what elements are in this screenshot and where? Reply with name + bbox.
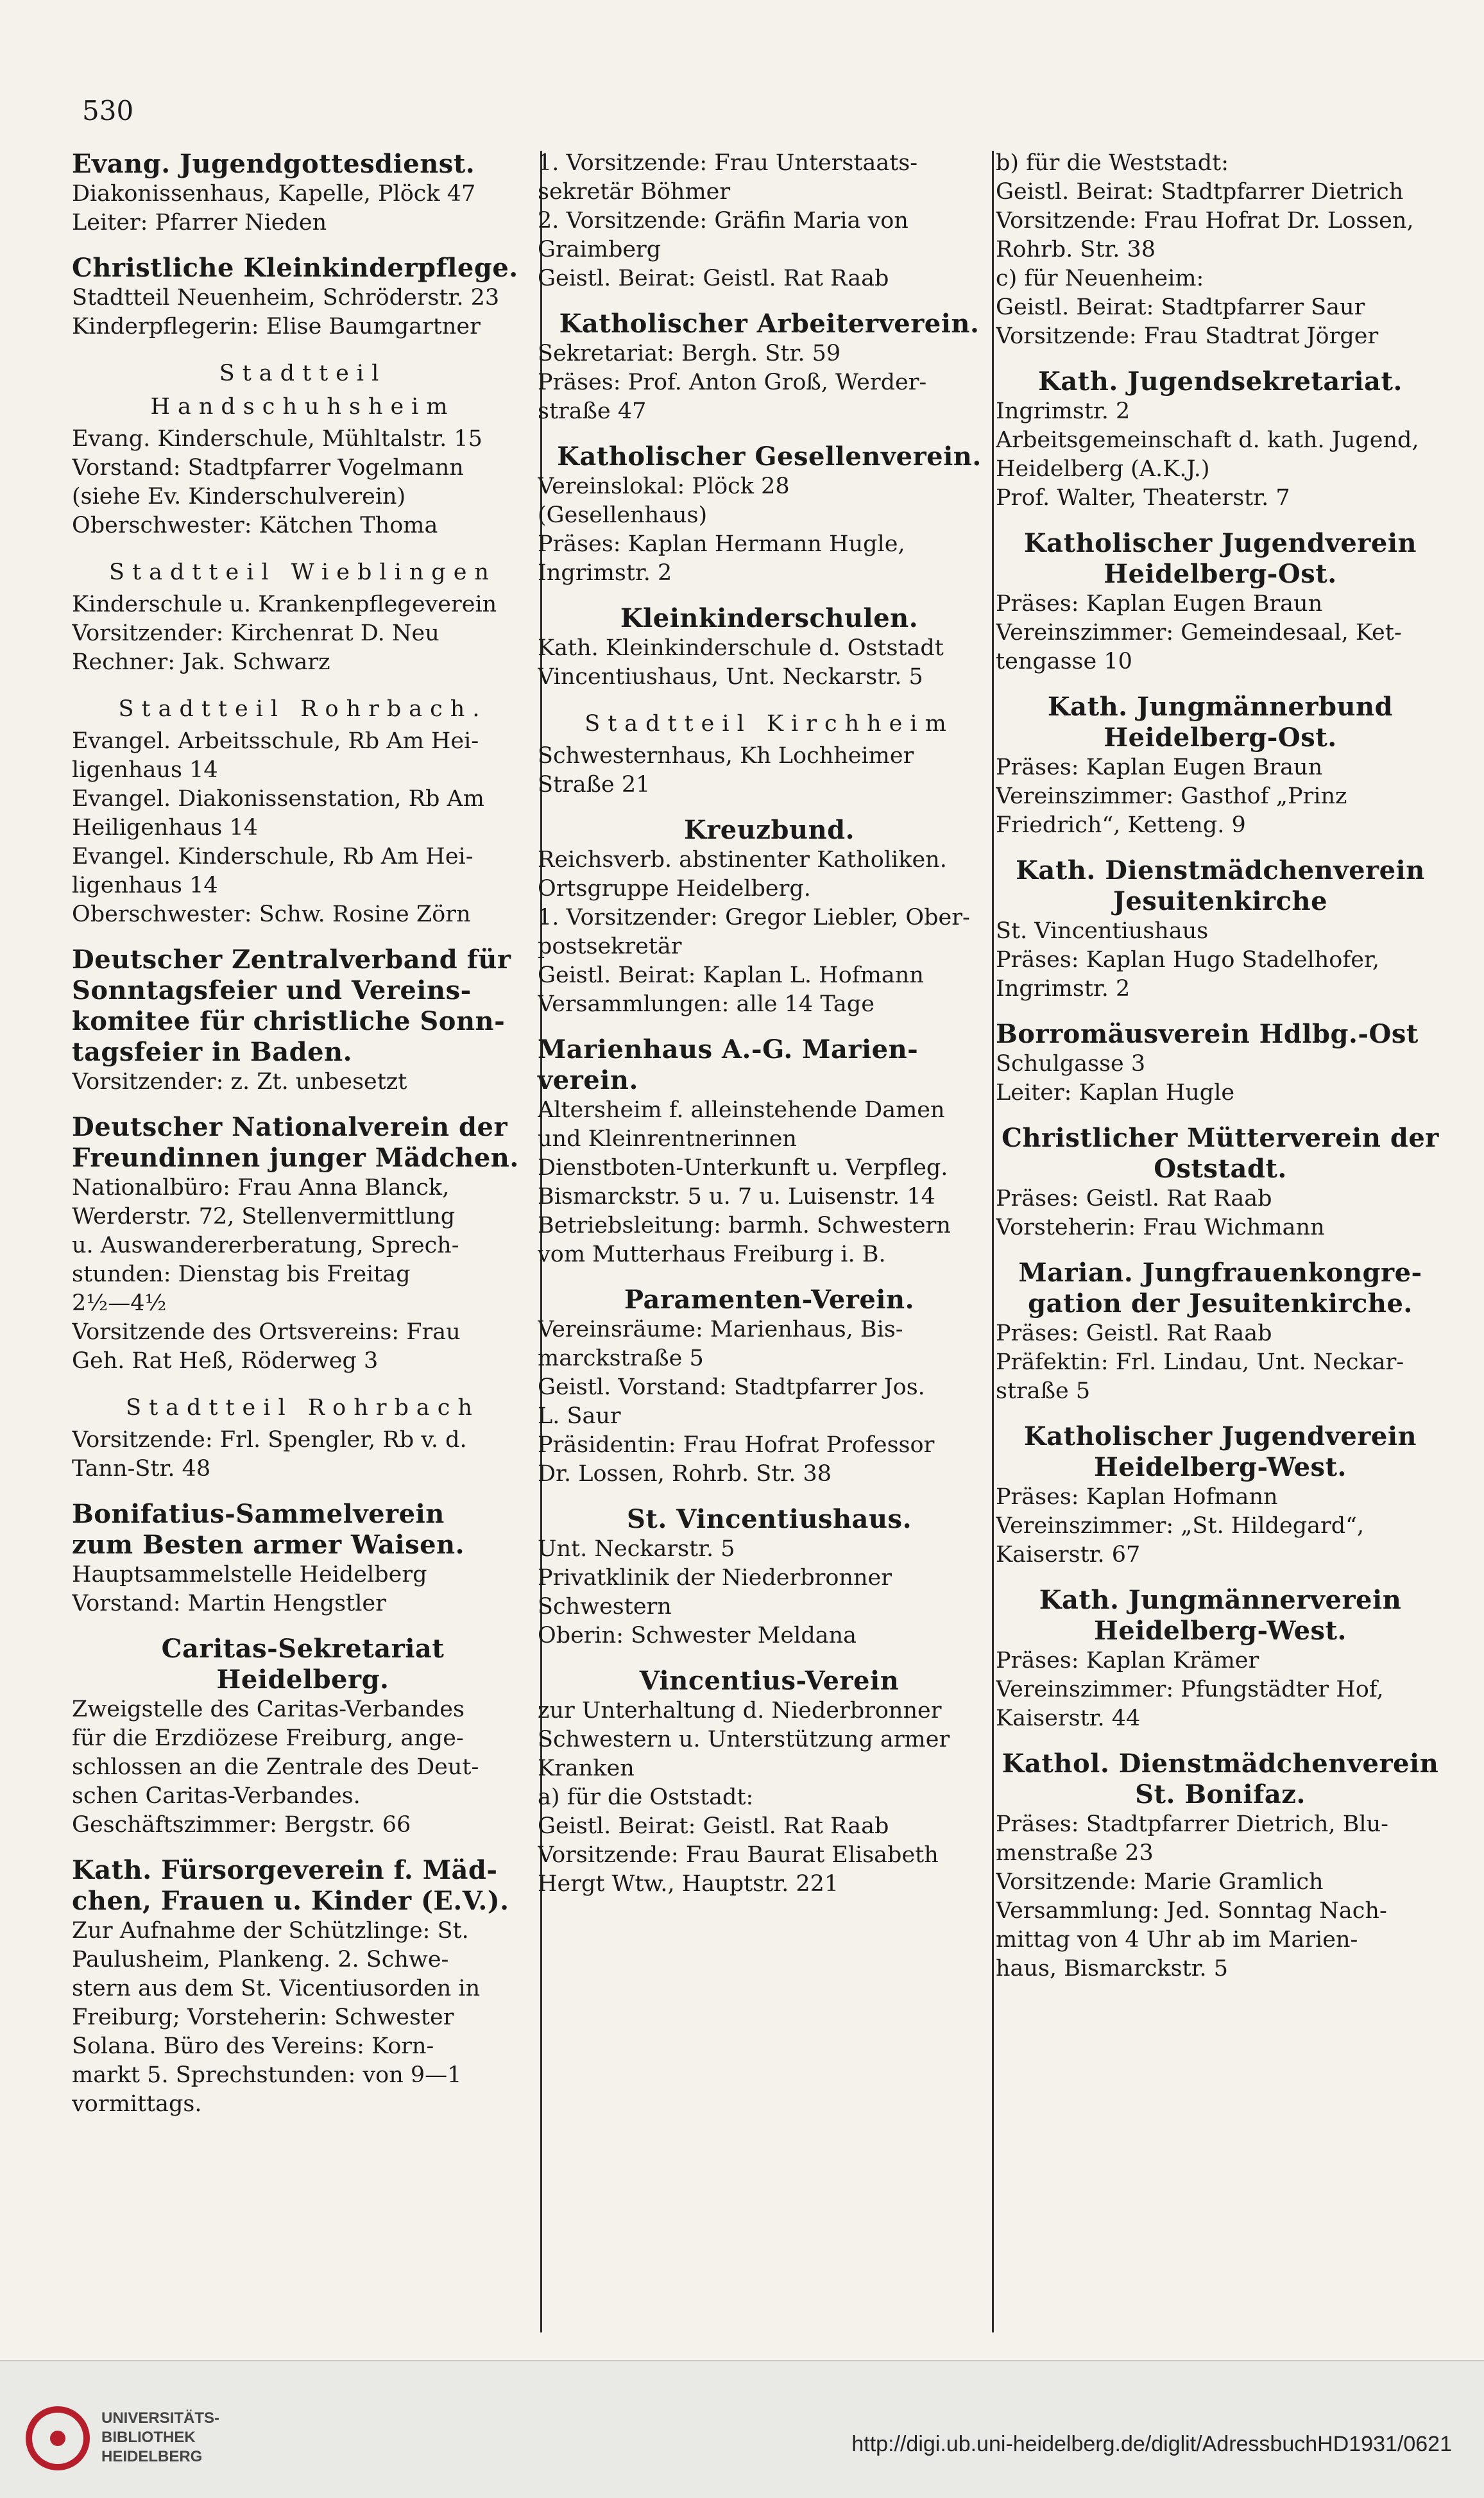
- entry-line: Schwestern u. Unterstützung armer: [538, 1727, 950, 1752]
- entry-line: Diakonissenhaus, Kapelle, Plöck 47: [72, 181, 476, 207]
- entry-heading: Katholischer Jugendverein: [1023, 528, 1417, 558]
- entry-heading: gation der Jesuitenkirche.: [1028, 1288, 1413, 1319]
- entry-line: Präses: Kaplan Hugo Stadelhofer,: [996, 947, 1380, 973]
- entry-line: Präses: Kaplan Krämer: [996, 1648, 1259, 1673]
- entry-heading: Katholischer Arbeiterverein.: [559, 309, 980, 339]
- entry-heading: Sonntagsfeier und Vereins-: [72, 975, 472, 1005]
- directory-entry: [538, 1504, 1001, 1650]
- entry-line: Graimberg: [538, 237, 661, 262]
- entry-heading: Marienhaus A.-G. Marien-: [538, 1034, 919, 1065]
- directory-entry: [538, 815, 1001, 1019]
- entry-heading: Deutscher Nationalverein der: [72, 1112, 508, 1142]
- entry-line: b) für die Weststadt:: [996, 150, 1229, 176]
- entry-line: Kranken: [538, 1756, 635, 1781]
- directory-entry: [996, 1258, 1445, 1406]
- entry-line: marckstraße 5: [538, 1346, 704, 1371]
- entry-line: c) für Neuenheim:: [996, 266, 1204, 291]
- entry-line: Zweigstelle des Caritas-Verbandes: [72, 1697, 465, 1722]
- directory-entry: [996, 1421, 1445, 1570]
- entry-line: a) für die Oststadt:: [538, 1784, 754, 1810]
- entry-line: Geistl. Vorstand: Stadtpfarrer Jos.: [538, 1374, 925, 1400]
- directory-entry: [72, 1499, 534, 1618]
- entry-heading: Oststadt.: [1154, 1154, 1287, 1184]
- entry-line: schlossen an die Zentrale des Deut-: [72, 1754, 479, 1780]
- directory-entry: [996, 528, 1445, 676]
- directory-entry: [996, 1585, 1445, 1733]
- directory-entry: [72, 1391, 534, 1484]
- directory-entry: [996, 855, 1445, 1004]
- entry-line: schen Caritas-Verbandes.: [72, 1783, 361, 1809]
- entry-line: sekretär Böhmer: [538, 179, 731, 205]
- entry-line: Kaiserstr. 44: [996, 1706, 1141, 1731]
- entry-line: Versammlung: Jed. Sonntag Nach-: [996, 1898, 1387, 1924]
- entry-heading: Katholischer Gesellenverein.: [557, 441, 982, 472]
- district-heading: Stadtteil Rohrbach: [126, 1395, 480, 1421]
- entry-line: ligenhaus 14: [72, 873, 218, 898]
- entry-heading: Kreuzbund.: [683, 815, 855, 845]
- entry-heading: Heidelberg-Ost.: [1104, 559, 1337, 589]
- entry-line: Vorstand: Stadtpfarrer Vogelmann: [72, 455, 464, 481]
- directory-entry: [996, 1019, 1445, 1108]
- entry-line: (siehe Ev. Kinderschulverein): [72, 484, 406, 509]
- entry-line: tengasse 10: [996, 649, 1132, 674]
- entry-heading: chen, Frauen u. Kinder (E.V.).: [72, 1886, 509, 1916]
- entry-line: u. Auswandererberatung, Sprech-: [72, 1233, 459, 1258]
- entry-line: postsekretär: [538, 934, 682, 959]
- entry-heading: Heidelberg-Ost.: [1104, 723, 1337, 753]
- column-divider: [992, 151, 994, 2332]
- entry-heading: Caritas-Sekretariat: [161, 1634, 445, 1664]
- entry-line: Schwestern: [538, 1594, 672, 1620]
- entry-line: Arbeitsgemeinschaft d. kath. Jugend,: [996, 427, 1419, 453]
- entry-line: Vereinsräume: Marienhaus, Bis-: [538, 1317, 903, 1342]
- entry-line: Geistl. Beirat: Stadtpfarrer Saur: [996, 295, 1365, 320]
- entry-line: Solana. Büro des Vereins: Korn-: [72, 2033, 434, 2059]
- entry-heading: Kathol. Dienstmädchenverein: [1002, 1749, 1439, 1779]
- entry-heading: Katholischer Jugendverein: [1023, 1421, 1417, 1451]
- entry-line: Kath. Kleinkinderschule d. Oststadt: [538, 635, 944, 661]
- entry-heading: Kleinkinderschulen.: [620, 603, 919, 633]
- entry-heading: Heidelberg.: [216, 1664, 389, 1695]
- directory-entry: [72, 253, 534, 341]
- entry-line: Vincentiushaus, Unt. Neckarstr. 5: [538, 664, 923, 690]
- entry-heading: St. Bonifaz.: [1135, 1779, 1306, 1809]
- entry-line: (Gesellenhaus): [538, 502, 708, 528]
- entry-line: Friedrich“, Ketteng. 9: [996, 812, 1246, 838]
- entry-line: und Kleinrentnerinnen: [538, 1126, 797, 1152]
- entry-line: Evangel. Kinderschule, Rb Am Hei-: [72, 844, 473, 869]
- entry-line: Dienstboten-Unterkunft u. Verpfleg.: [538, 1155, 948, 1181]
- column-right: [996, 149, 1445, 1999]
- entry-line: Nationalbüro: Frau Anna Blanck,: [72, 1175, 450, 1201]
- entry-line: Präses: Kaplan Eugen Braun: [996, 591, 1323, 617]
- entry-line: Präses: Prof. Anton Groß, Werder-: [538, 370, 927, 395]
- directory-entry: [72, 149, 534, 237]
- entry-line: Evangel. Arbeitsschule, Rb Am Hei-: [72, 728, 479, 754]
- entry-line: Oberschwester: Schw. Rosine Zörn: [72, 902, 471, 927]
- directory-entry: [538, 309, 1001, 426]
- entry-line: Betriebsleitung: barmh. Schwestern: [538, 1213, 951, 1238]
- entry-line: Bismarckstr. 5 u. 7 u. Luisenstr. 14: [538, 1184, 935, 1210]
- entry-line: Rechner: Jak. Schwarz: [72, 649, 330, 675]
- entry-heading: komitee für christliche Sonn-: [72, 1006, 506, 1036]
- entry-line: 1. Vorsitzende: Frau Unterstaats-: [538, 150, 918, 176]
- entry-heading: zum Besten armer Waisen.: [72, 1530, 465, 1560]
- library-name-line: HEIDELBERG: [101, 2448, 203, 2465]
- library-footer: [0, 2360, 1484, 2498]
- entry-line: Vorsitzender: Kirchenrat D. Neu: [72, 620, 439, 646]
- directory-entry: [538, 603, 1001, 692]
- entry-line: Präses: Geistl. Rat Raab: [996, 1186, 1272, 1211]
- entry-line: markt 5. Sprechstunden: von 9—1: [72, 2062, 462, 2088]
- column-middle: [538, 149, 1001, 1914]
- entry-line: ligenhaus 14: [72, 757, 218, 783]
- entry-line: Geistl. Beirat: Kaplan L. Hofmann: [538, 962, 924, 988]
- entry-line: Oberschwester: Kätchen Thoma: [72, 513, 438, 538]
- entry-line: vom Mutterhaus Freiburg i. B.: [538, 1242, 886, 1267]
- entry-line: Tann-Str. 48: [72, 1456, 211, 1482]
- entry-line: Kinderschule u. Krankenpflegeverein: [72, 592, 497, 617]
- entry-line: vormittags.: [72, 2091, 202, 2117]
- entry-heading: Deutscher Zentralverband für: [72, 945, 511, 975]
- entry-line: 2. Vorsitzende: Gräfin Maria von: [538, 208, 908, 234]
- directory-entry: [538, 441, 1001, 588]
- entry-line: stunden: Dienstag bis Freitag: [72, 1262, 411, 1287]
- entry-line: Leiter: Kaplan Hugle: [996, 1080, 1235, 1106]
- entry-heading: verein.: [538, 1065, 638, 1095]
- entry-line: Heiligenhaus 14: [72, 815, 259, 841]
- entry-line: Präfektin: Frl. Lindau, Unt. Neckar-: [996, 1349, 1404, 1375]
- entry-line: Präses: Kaplan Eugen Braun: [996, 755, 1323, 780]
- entry-line: straße 5: [996, 1378, 1091, 1404]
- directory-entry: [72, 556, 534, 677]
- entry-line: Vorsteherin: Frau Wichmann: [996, 1215, 1325, 1240]
- entry-line: Vereinszimmer: Gasthof „Prinz: [996, 783, 1347, 809]
- directory-entry: [72, 357, 534, 540]
- entry-line: Evangel. Diakonissenstation, Rb Am: [72, 786, 484, 812]
- entry-heading: Kath. Fürsorgeverein f. Mäd-: [72, 1855, 498, 1885]
- entry-line: Vereinslokal: Plöck 28: [538, 474, 790, 499]
- directory-entry: [996, 1123, 1445, 1242]
- entry-line: Leiter: Pfarrer Nieden: [72, 210, 327, 235]
- directory-entry: [72, 1112, 534, 1376]
- entry-line: Kaiserstr. 67: [996, 1542, 1141, 1568]
- entry-line: Präses: Stadtpfarrer Dietrich, Blu-: [996, 1811, 1388, 1837]
- directory-entry: [72, 692, 534, 929]
- entry-line: Schulgasse 3: [996, 1051, 1146, 1077]
- district-heading: Stadtteil Wieblingen: [109, 560, 497, 585]
- entry-heading: Freundinnen junger Mädchen.: [72, 1143, 519, 1173]
- entry-line: 1. Vorsitzender: Gregor Liebler, Ober-: [538, 905, 970, 930]
- entry-line: Geistl. Beirat: Stadtpfarrer Dietrich: [996, 179, 1404, 205]
- entry-line: Stadtteil Neuenheim, Schröderstr. 23: [72, 285, 500, 311]
- directory-entry: [996, 366, 1445, 513]
- entry-line: Vorsitzende: Frau Hofrat Dr. Lossen,: [996, 208, 1414, 234]
- entry-line: Vorsitzende des Ortsvereins: Frau: [72, 1319, 461, 1345]
- directory-entry: [996, 692, 1445, 840]
- entry-line: Unt. Neckarstr. 5: [538, 1536, 735, 1562]
- entry-line: L. Saur: [538, 1403, 621, 1429]
- entry-line: Sekretariat: Bergh. Str. 59: [538, 341, 841, 366]
- entry-line: mittag von 4 Uhr ab im Marien-: [996, 1927, 1358, 1953]
- entry-heading: Christlicher Mütterverein der: [1002, 1123, 1439, 1153]
- entry-line: Werderstr. 72, Stellenvermittlung: [72, 1204, 456, 1229]
- directory-entry: [538, 149, 1001, 293]
- entry-line: Privatklinik der Niederbronner: [538, 1565, 892, 1591]
- entry-line: Oberin: Schwester Meldana: [538, 1623, 857, 1648]
- entry-line: für die Erzdiözese Freiburg, ange-: [72, 1725, 464, 1751]
- entry-line: Evang. Kinderschule, Mühltalstr. 15: [72, 426, 482, 452]
- entry-line: 2½—4½: [72, 1290, 167, 1316]
- directory-entry: [996, 1749, 1445, 1983]
- entry-line: zur Unterhaltung d. Niederbronner: [538, 1698, 942, 1724]
- entry-heading: Vincentius-Verein: [639, 1666, 900, 1696]
- district-heading: Stadtteil Rohrbach.: [118, 696, 488, 722]
- entry-heading: Jesuitenkirche: [1113, 886, 1328, 916]
- directory-entry: [538, 1285, 1001, 1489]
- page-number: 530: [82, 95, 134, 126]
- entry-line: Vorsitzende: Frl. Spengler, Rb v. d.: [72, 1427, 467, 1453]
- entry-line: Geistl. Beirat: Geistl. Rat Raab: [538, 266, 889, 291]
- entry-line: Rohrb. Str. 38: [996, 237, 1156, 262]
- entry-heading: Christliche Kleinkinderpflege.: [72, 253, 518, 283]
- entry-heading: Kath. Jungmännerbund: [1047, 692, 1394, 722]
- entry-heading: Heidelberg-West.: [1094, 1616, 1347, 1646]
- entry-line: Altersheim f. alleinstehende Damen: [538, 1097, 945, 1123]
- entry-line: Hauptsammelstelle Heidelberg: [72, 1562, 427, 1587]
- entry-heading: St. Vincentiushaus.: [626, 1504, 912, 1534]
- entry-line: Kinderpflegerin: Elise Baumgartner: [72, 314, 481, 339]
- entry-line: Vorsitzender: z. Zt. unbesetzt: [72, 1069, 407, 1095]
- entry-line: Vereinszimmer: Pfungstädter Hof,: [996, 1677, 1384, 1702]
- directory-entry: [72, 1855, 534, 2119]
- district-heading: Stadtteil Handschuhsheim: [150, 361, 456, 420]
- entry-heading: Paramenten-Verein.: [624, 1285, 914, 1315]
- entry-line: Heidelberg (A.K.J.): [996, 456, 1210, 482]
- entry-line: Geschäftszimmer: Bergstr. 66: [72, 1812, 411, 1838]
- entry-line: Vorsitzende: Frau Baurat Elisabeth: [538, 1842, 939, 1868]
- entry-line: Präses: Kaplan Hermann Hugle,: [538, 531, 905, 557]
- entry-line: Versammlungen: alle 14 Tage: [538, 991, 874, 1017]
- entry-heading: Marian. Jungfrauenkongre-: [1018, 1258, 1422, 1288]
- entry-line: Prof. Walter, Theaterstr. 7: [996, 485, 1290, 511]
- library-name-line: BIBLIOTHEK: [101, 2429, 196, 2446]
- entry-line: Vereinszimmer: Gemeindesaal, Ket-: [996, 620, 1402, 646]
- entry-line: Ingrimstr. 2: [996, 398, 1130, 424]
- entry-line: Vorsitzende: Marie Gramlich: [996, 1869, 1324, 1895]
- entry-heading: tagsfeier in Baden.: [72, 1037, 353, 1067]
- directory-entry: [72, 945, 534, 1097]
- entry-line: Hergt Wtw., Hauptstr. 221: [538, 1871, 839, 1897]
- entry-line: menstraße 23: [996, 1840, 1154, 1866]
- entry-line: Dr. Lossen, Rohrb. Str. 38: [538, 1461, 832, 1487]
- entry-line: Ingrimstr. 2: [996, 976, 1130, 1002]
- entry-line: Präses: Geistl. Rat Raab: [996, 1321, 1272, 1346]
- entry-line: straße 47: [538, 398, 647, 424]
- entry-line: St. Vincentiushaus: [996, 918, 1209, 944]
- entry-line: Straße 21: [538, 772, 651, 798]
- entry-heading: Bonifatius-Sammelverein: [72, 1499, 445, 1529]
- entry-line: stern aus dem St. Vicentiusorden in: [72, 1976, 481, 2001]
- column-left: [72, 149, 534, 2134]
- directory-entry: [996, 149, 1445, 351]
- entry-line: Ingrimstr. 2: [538, 560, 672, 586]
- entry-line: Ortsgruppe Heidelberg.: [538, 876, 811, 902]
- entry-line: Vorsitzende: Frau Stadtrat Jörger: [996, 323, 1379, 349]
- entry-line: Vorstand: Martin Hengstler: [72, 1591, 386, 1616]
- entry-heading: Heidelberg-West.: [1094, 1452, 1347, 1482]
- entry-line: Geistl. Beirat: Geistl. Rat Raab: [538, 1813, 889, 1839]
- entry-line: Geh. Rat Heß, Röderweg 3: [72, 1348, 379, 1374]
- entry-line: Vereinszimmer: „St. Hildegard“,: [996, 1513, 1365, 1539]
- entry-heading: Evang. Jugendgottesdienst.: [72, 149, 475, 179]
- entry-line: haus, Bismarckstr. 5: [996, 1956, 1229, 1981]
- entry-line: Reichsverb. abstinenter Katholiken.: [538, 847, 947, 873]
- district-heading: Stadtteil Kirchheim: [584, 711, 954, 737]
- library-name-line: UNIVERSITÄTS-: [101, 2409, 220, 2427]
- entry-heading: Borromäusverein Hdlbg.-Ost: [996, 1019, 1419, 1049]
- entry-line: Paulusheim, Plankeng. 2. Schwe-: [72, 1947, 449, 1972]
- entry-heading: Kath. Dienstmädchenverein: [1016, 855, 1425, 885]
- entry-heading: Kath. Jungmännerverein: [1039, 1585, 1402, 1615]
- entry-line: Freiburg; Vorsteherin: Schwester: [72, 2005, 454, 2030]
- directory-entry: [538, 707, 1001, 800]
- directory-entry: [538, 1666, 1001, 1899]
- directory-entry: [72, 1634, 534, 1840]
- entry-line: Schwesternhaus, Kh Lochheimer: [538, 743, 914, 769]
- library-name: [101, 2409, 219, 2467]
- directory-entry: [538, 1034, 1001, 1269]
- entry-heading: Kath. Jugendsekretariat.: [1038, 366, 1403, 397]
- entry-line: Zur Aufnahme der Schützlinge: St.: [72, 1918, 469, 1944]
- entry-line: Präses: Kaplan Hofmann: [996, 1484, 1278, 1510]
- library-logo-icon: [26, 2406, 90, 2470]
- permalink[interactable]: http://digi.ub.uni-heidelberg.de/diglit/AdressbuchHD1931/0621: [851, 2432, 1452, 2456]
- entry-line: Präsidentin: Frau Hofrat Professor: [538, 1432, 935, 1458]
